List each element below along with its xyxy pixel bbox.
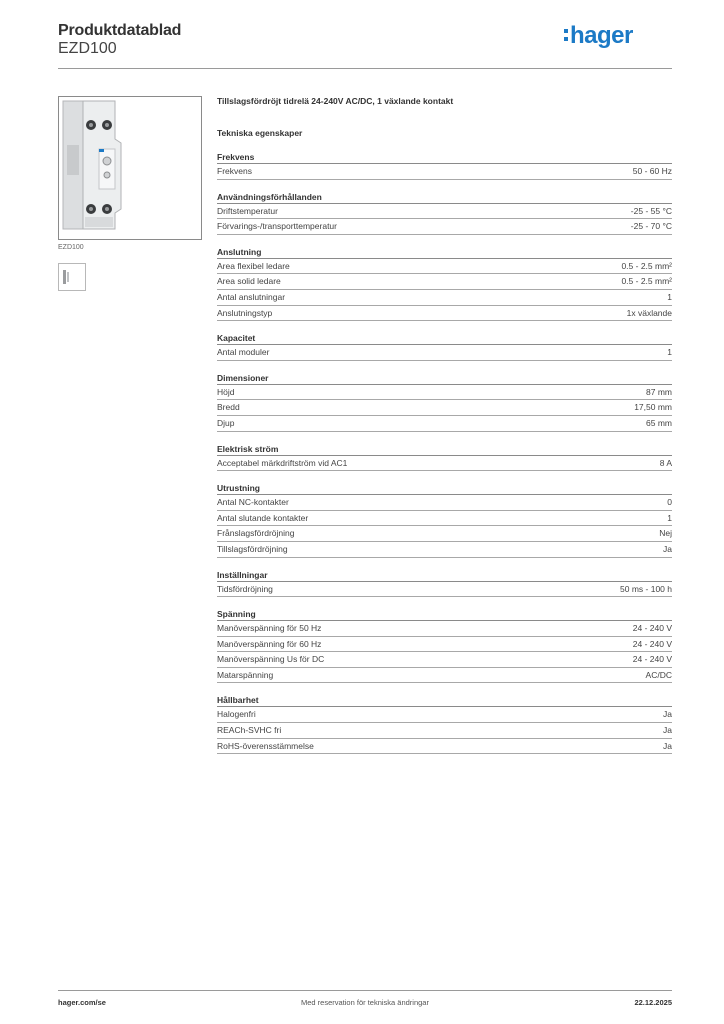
spec-label: REACh-SVHC fri bbox=[217, 725, 282, 736]
spec-label: Anslutningstyp bbox=[217, 307, 273, 318]
spec-content bbox=[217, 96, 672, 754]
spec-row bbox=[217, 621, 672, 637]
spec-label: Djup bbox=[217, 417, 235, 428]
spec-value: Nej bbox=[659, 528, 672, 539]
din-rail-relay-illustration bbox=[59, 97, 201, 239]
thumbnail-graphic bbox=[59, 264, 85, 290]
spec-value: 1 bbox=[667, 512, 672, 523]
spec-row bbox=[217, 668, 672, 684]
spec-value: 0.5 - 2.5 mm² bbox=[621, 276, 672, 287]
spec-row bbox=[217, 416, 672, 432]
spec-value: AC/DC bbox=[645, 669, 672, 680]
spec-label: Area solid ledare bbox=[217, 276, 281, 287]
footer-website-link[interactable]: hager.com/se bbox=[58, 998, 106, 1007]
spec-row bbox=[217, 739, 672, 755]
spec-label: Manöverspänning Us för DC bbox=[217, 654, 325, 665]
hager-logo bbox=[564, 20, 654, 50]
spec-label: Antal NC-kontakter bbox=[217, 497, 289, 508]
section-title: Hållbarhet bbox=[217, 694, 672, 707]
section-title: Inställningar bbox=[217, 569, 672, 582]
section-title: Elektrisk ström bbox=[217, 443, 672, 456]
spec-value: 50 ms - 100 h bbox=[620, 583, 672, 594]
spec-label: Driftstemperatur bbox=[217, 205, 278, 216]
spec-row bbox=[217, 526, 672, 542]
spec-label: Frånslagsfördröjning bbox=[217, 528, 295, 539]
spec-row bbox=[217, 385, 672, 401]
spec-value: 24 - 240 V bbox=[632, 638, 672, 649]
spec-row bbox=[217, 456, 672, 472]
spec-row bbox=[217, 652, 672, 668]
section-title: Utrustning bbox=[217, 482, 672, 495]
spec-label: Förvarings-/transporttemperatur bbox=[217, 221, 337, 232]
spec-label: Matarspänning bbox=[217, 669, 274, 680]
spec-row bbox=[217, 345, 672, 361]
spec-label: Frekvens bbox=[217, 166, 252, 176]
spec-row bbox=[217, 274, 672, 290]
spec-value: 0 bbox=[667, 497, 672, 508]
spec-row bbox=[217, 582, 672, 598]
footer-note: Med reservation för tekniska ändringar bbox=[301, 998, 429, 1007]
thumbnail-image[interactable] bbox=[58, 263, 86, 291]
spec-value: 1x växlande bbox=[626, 307, 672, 318]
spec-section bbox=[217, 246, 672, 321]
spec-value: 1 bbox=[667, 347, 672, 358]
spec-section bbox=[217, 569, 672, 598]
spec-label: Antal moduler bbox=[217, 347, 270, 358]
spec-value: 87 mm bbox=[646, 386, 672, 397]
spec-row bbox=[217, 204, 672, 220]
spec-label: Halogenfri bbox=[217, 709, 256, 720]
spec-value: 0.5 - 2.5 mm² bbox=[621, 260, 672, 271]
spec-value: Ja bbox=[663, 740, 672, 751]
section-title: Användningsförhållanden bbox=[217, 191, 672, 204]
spec-value: Ja bbox=[663, 543, 672, 554]
section-title: Kapacitet bbox=[217, 332, 672, 345]
spec-section bbox=[217, 443, 672, 472]
header-divider bbox=[58, 68, 672, 69]
product-image[interactable] bbox=[58, 96, 202, 240]
spec-section bbox=[217, 608, 672, 683]
spec-row bbox=[217, 164, 672, 180]
spec-section bbox=[217, 191, 672, 235]
svg-text:hager: hager bbox=[570, 22, 633, 49]
spec-value: 17,50 mm bbox=[634, 402, 672, 413]
product-description: Tillslagsfördröjt tidrelä 24-240V AC/DC, 1 växlande kontakt bbox=[217, 96, 454, 106]
spec-value: Ja bbox=[663, 725, 672, 736]
section-title: Frekvens bbox=[217, 151, 672, 164]
spec-section bbox=[217, 372, 672, 432]
product-code: EZD100 bbox=[58, 40, 117, 57]
spec-value: 50 - 60 Hz bbox=[632, 166, 672, 176]
spec-value: -25 - 55 °C bbox=[630, 205, 672, 216]
page-title: Produktdatablad bbox=[58, 22, 182, 39]
spec-value: 24 - 240 V bbox=[632, 623, 672, 634]
spec-row bbox=[217, 306, 672, 322]
spec-row bbox=[217, 511, 672, 527]
spec-row bbox=[217, 707, 672, 723]
footer-date: 22.12.2025 bbox=[634, 998, 672, 1007]
spec-row bbox=[217, 637, 672, 653]
spec-value: Ja bbox=[663, 709, 672, 720]
footer-divider bbox=[58, 990, 672, 991]
spec-row bbox=[217, 259, 672, 275]
spec-section bbox=[217, 694, 672, 754]
section-title: Dimensioner bbox=[217, 372, 672, 385]
spec-label: Manöverspänning för 60 Hz bbox=[217, 638, 322, 649]
spec-value: 24 - 240 V bbox=[632, 654, 672, 665]
spec-label: Acceptabel märkdriftström vid AC1 bbox=[217, 457, 348, 468]
spec-label: Tillslagsfördröjning bbox=[217, 543, 288, 554]
spec-value: 65 mm bbox=[646, 417, 672, 428]
spec-row bbox=[217, 542, 672, 558]
spec-row bbox=[217, 290, 672, 306]
page-footer bbox=[58, 998, 672, 1010]
spec-label: RoHS-överensstämmelse bbox=[217, 740, 314, 751]
section-title: Spänning bbox=[217, 608, 672, 621]
spec-label: Antal slutande kontakter bbox=[217, 512, 309, 523]
spec-label: Manöverspänning för 50 Hz bbox=[217, 623, 322, 634]
spec-row bbox=[217, 495, 672, 511]
spec-row bbox=[217, 723, 672, 739]
spec-heading: Tekniska egenskaper bbox=[217, 128, 303, 138]
spec-section bbox=[217, 482, 672, 557]
spec-value: 1 bbox=[667, 291, 672, 302]
spec-label: Antal anslutningar bbox=[217, 291, 286, 302]
spec-row bbox=[217, 400, 672, 416]
spec-value: 8 A bbox=[659, 457, 672, 468]
spec-label: Tidsfördröjning bbox=[217, 583, 273, 594]
image-caption: EZD100 bbox=[58, 244, 84, 251]
spec-label: Bredd bbox=[217, 402, 240, 413]
spec-value: -25 - 70 °C bbox=[630, 221, 672, 232]
spec-label: Höjd bbox=[217, 386, 235, 397]
section-title: Anslutning bbox=[217, 246, 672, 259]
spec-label: Area flexibel ledare bbox=[217, 260, 290, 271]
spec-sections bbox=[217, 151, 672, 754]
spec-row bbox=[217, 219, 672, 235]
spec-section bbox=[217, 151, 672, 180]
page-header bbox=[58, 20, 672, 68]
spec-section bbox=[217, 332, 672, 361]
